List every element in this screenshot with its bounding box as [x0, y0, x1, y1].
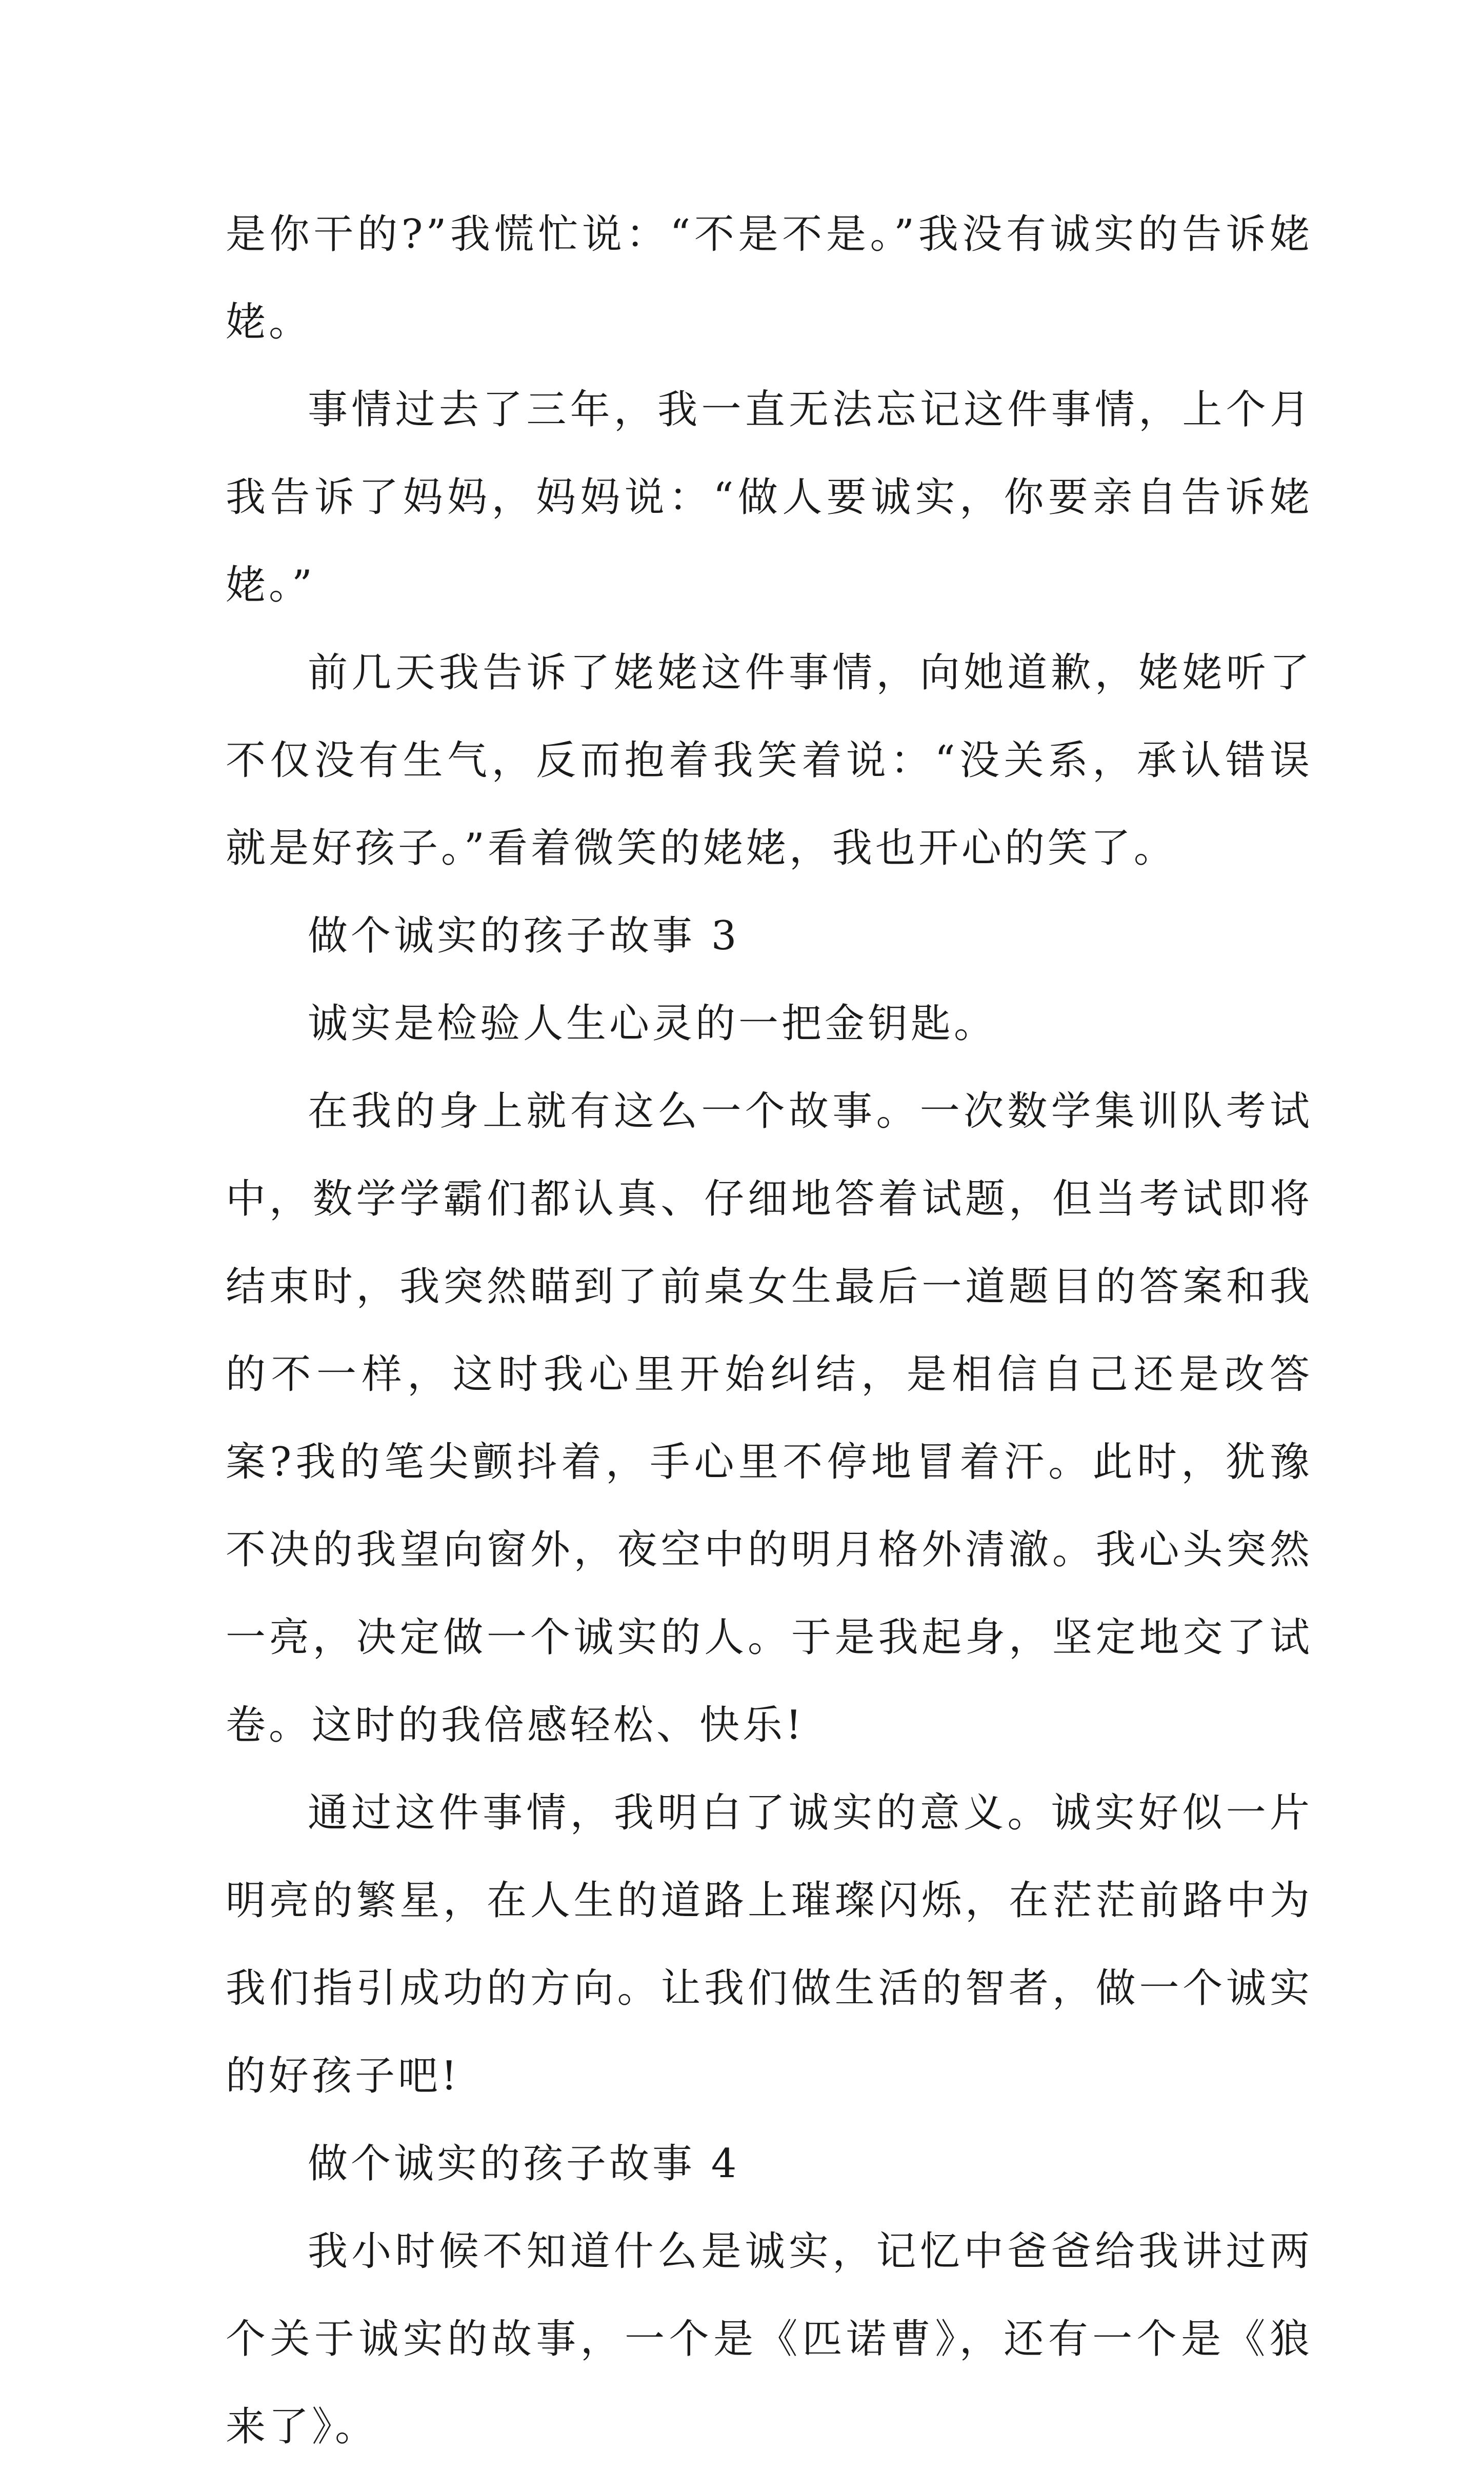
- paragraph-4: 诚实是检验人生心灵的一把金钥匙。: [308, 1001, 997, 1047]
- paragraph-5: 在我的身上就有这么一个故事。一次数学集训队考试中，数学学霸们都认真、仔细地答着试题，但当考试即将结束时，我突然瞄到了前桌女生最后一道题目的答案和我的不一样，这时我心里开始纠结，是相信自己还是改答案?我的笔尖颤抖着，手心里不停地冒着汗。此时，犹豫不决的我望向窗外，夜空中的明月格外清澈。我心头突然一亮，决定做一个诚实的人。于是我起身，坚定地交了试卷。这时的我倍感轻松、快乐!: [226, 1088, 1313, 1748]
- paragraph-7: 我小时候不知道什么是诚实，记忆中爸爸给我讲过两个关于诚实的故事，一个是《匹诺曹》，还有一个是《狼来了》。: [226, 2228, 1313, 2450]
- document-body: [226, 191, 1313, 2471]
- paragraph-6: 通过这件事情，我明白了诚实的意义。诚实好似一片明亮的繁星，在人生的道路上璀璨闪烁，在茫茫前路中为我们指引成功的方向。让我们做生活的智者，做一个诚实的好孩子吧!: [226, 1790, 1313, 2099]
- paragraph-2: 事情过去了三年，我一直无法忘记这件事情，上个月我告诉了妈妈，妈妈说：“做人要诚实，你要亲自告诉姥姥。”: [226, 387, 1313, 608]
- story-4-heading: 做个诚实的孩子故事 4: [308, 2141, 740, 2187]
- story-3-heading: 做个诚实的孩子故事 3: [308, 913, 740, 959]
- paragraph-1: 是你干的?”我慌忙说：“不是不是。”我没有诚实的告诉姥姥。: [226, 211, 1313, 345]
- paragraph-3: 前几天我告诉了姥姥这件事情，向她道歉，姥姥听了不仅没有生气，反而抱着我笑着说：“没关系，承认错误就是好孩子。”看着微笑的姥姥，我也开心的笑了。: [226, 650, 1313, 871]
